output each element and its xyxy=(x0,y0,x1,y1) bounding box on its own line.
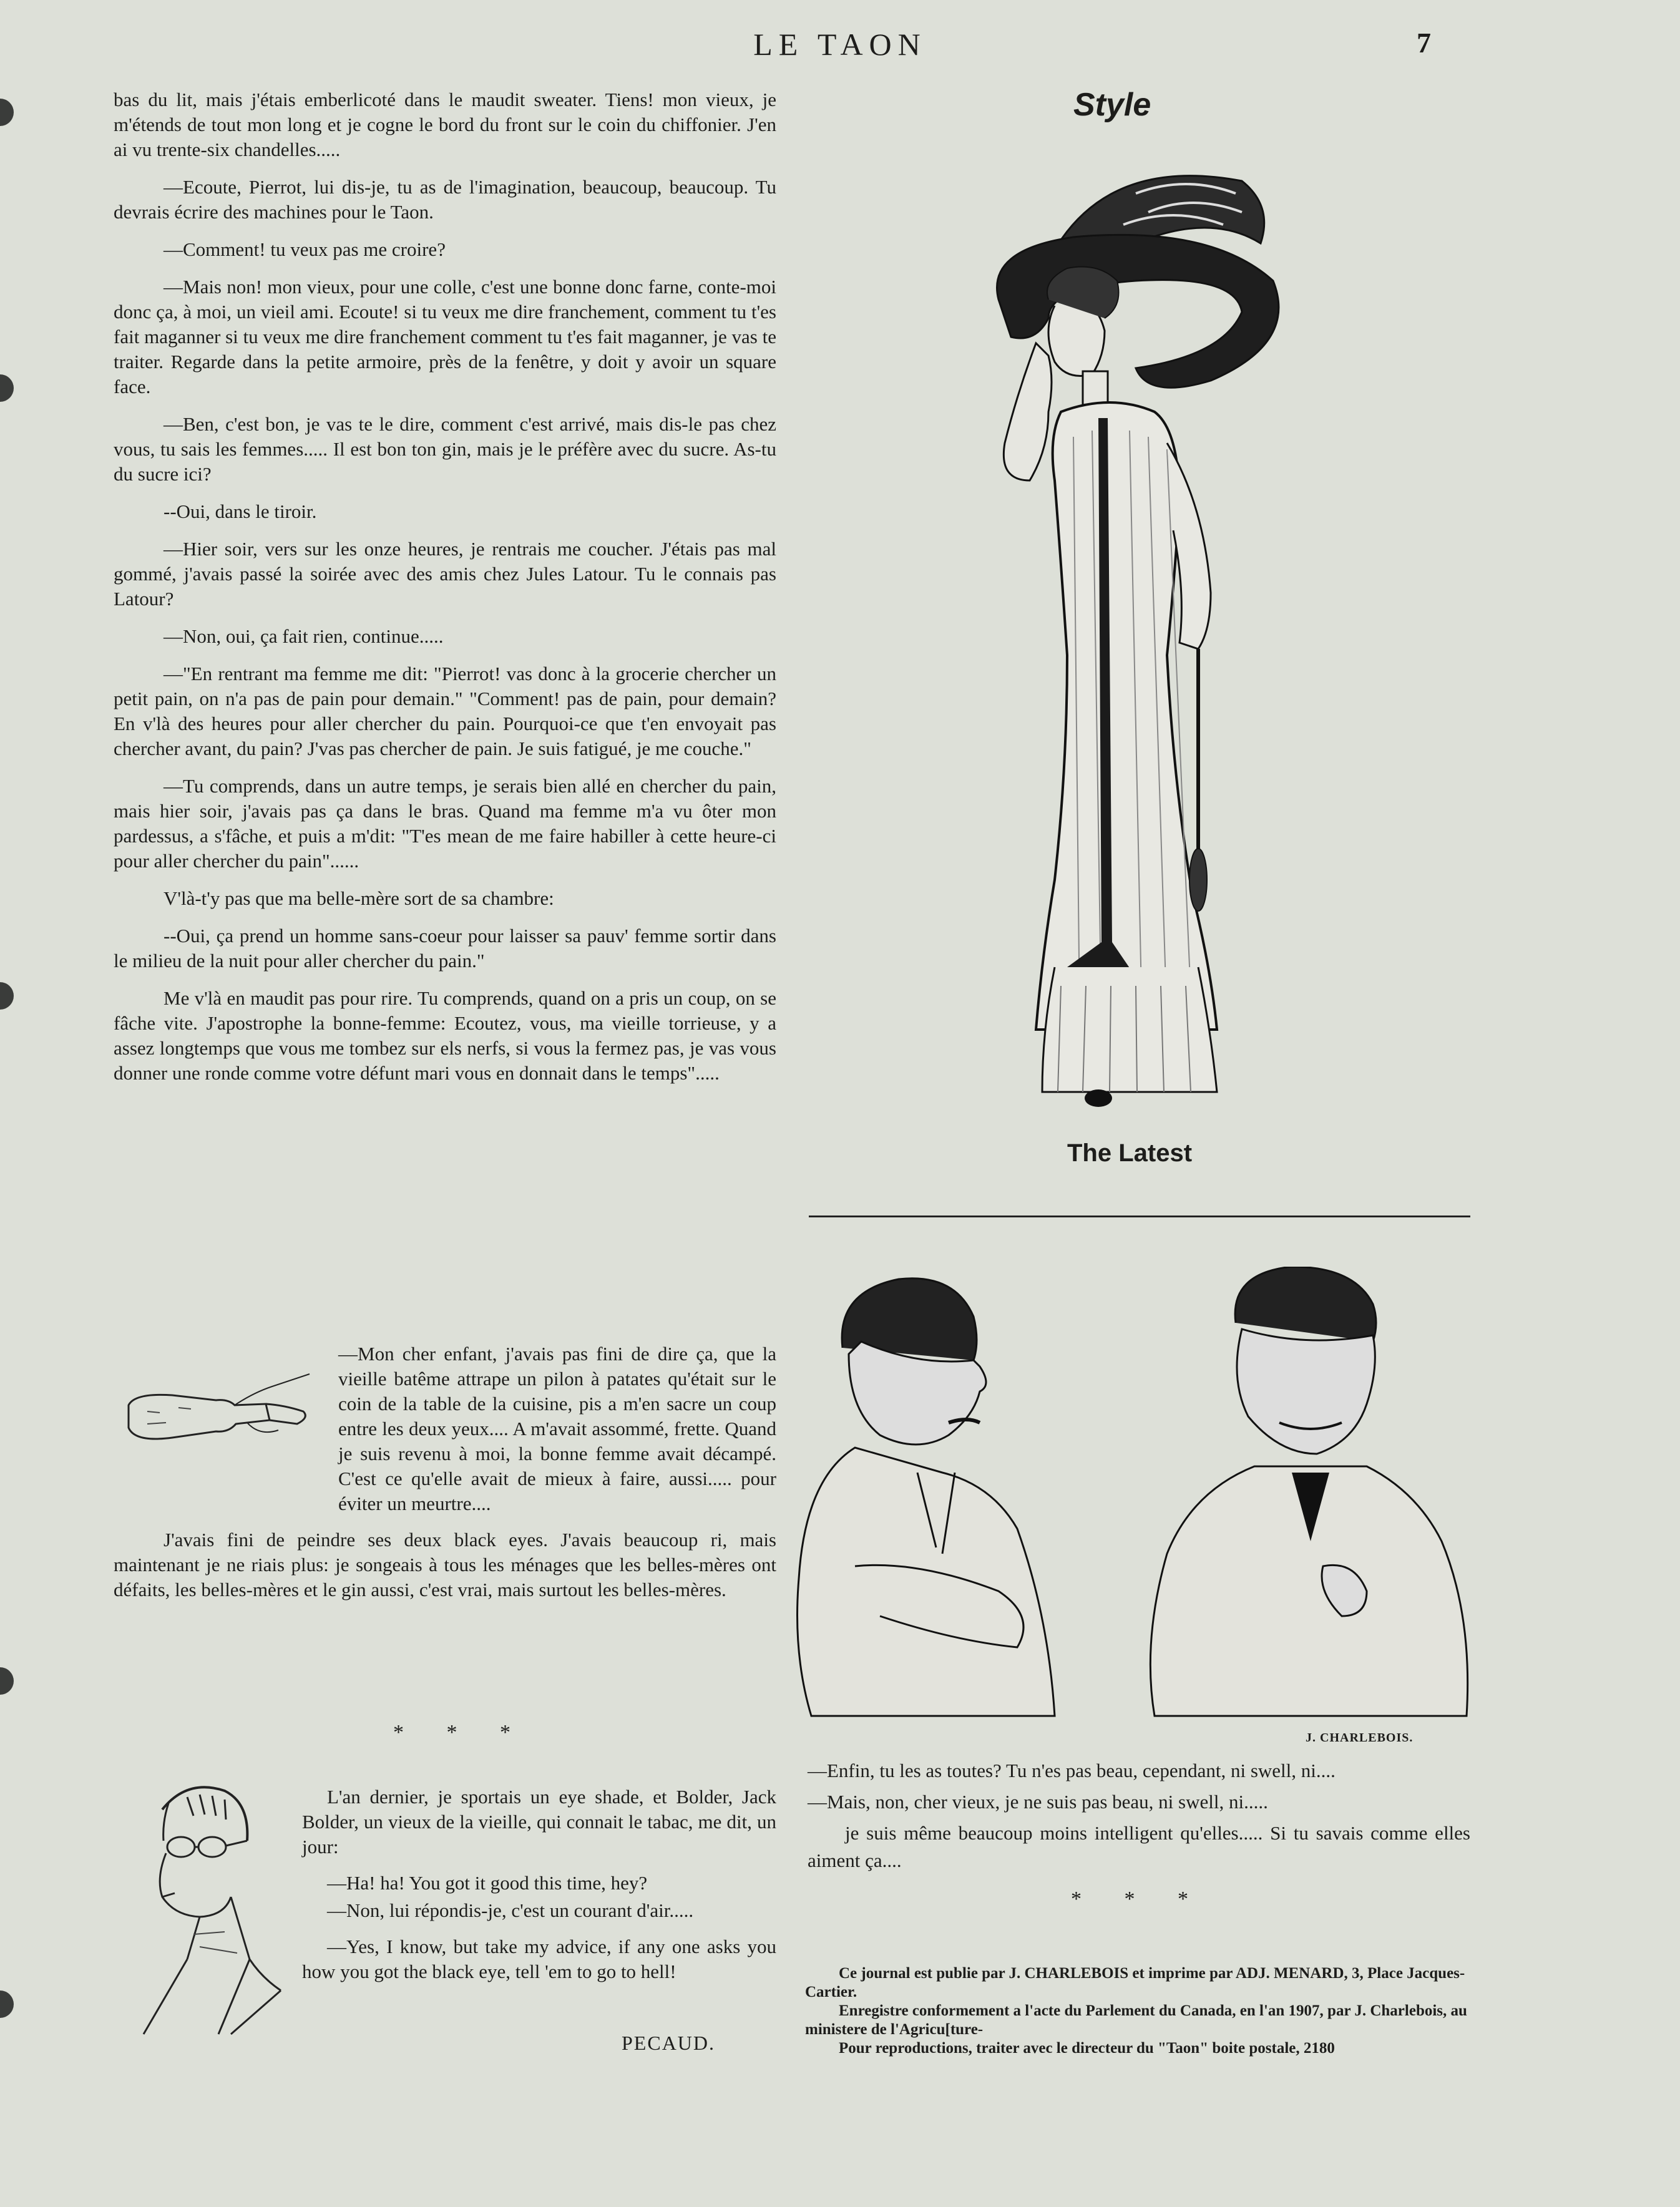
paragraph: —Hier soir, vers sur les onze heures, je rentrais me coucher. J'étais pas mal gommé, j'avais passé la soirée avec des amis chez Jules Latour. Tu le connais pas Latour? xyxy=(114,538,776,610)
colophon xyxy=(805,1964,1479,2058)
paragraph: —Mais non! mon vieux, pour une colle, c'est une bonne donc farne, conte-moi donc ça, à moi, un vieil ami. Ecoute! si tu veux me dire franchement, comment tu t'es fait maganner si tu veux me dire franchement comment tu t'es fait maganner, je vas te traiter. Regarde dans la petite armoire, près de la fenêtre, y doit y avoir un square face. xyxy=(114,276,776,397)
paragraph: —Comment! tu veux pas me croire? xyxy=(164,238,446,260)
paragraph: —Ben, c'est bon, je vas te le dire, comment c'est arrivé, mais dis-le pas chez vous, tu sais les femmes..... Il est bon ton gin, mais je le préfère avec du sucre. As-tu du sucre ici? xyxy=(114,413,776,485)
paragraph: --Oui, dans le tiroir. xyxy=(164,500,317,522)
section-divider xyxy=(809,1216,1470,1217)
anecdote-line: —Ha! ha! You got it good this time, hey? xyxy=(327,1872,648,1894)
dialogue-line: —Mais, non, cher vieux, je ne suis pas beau, ni swell, ni..... xyxy=(808,1791,1268,1813)
fashion-lady-illustration xyxy=(949,156,1323,1129)
dialogue-line: je suis même beaucoup moins intelligent qu'elles..... Si tu savais comme elles aiment ça.... xyxy=(808,1822,1470,1871)
binding-hole xyxy=(0,1667,14,1695)
paragraph: —Ecoute, Pierrot, lui dis-je, tu as de l'imagination, beaucoup, beaucoup. Tu devrais écrire des machines pour le Taon. xyxy=(114,176,776,223)
section-separator: * * * xyxy=(1071,1888,1207,1911)
colophon-line: Ce journal est publie par J. CHARLEBOIS et imprime par ADJ. MENARD, 3, Place Jacques-Cartier. xyxy=(805,1965,1465,2000)
dialogue-line: —Enfin, tu les as toutes? Tu n'es pas beau, cependant, ni swell, ni.... xyxy=(808,1760,1336,1781)
masthead-title: LE TAON xyxy=(753,27,927,62)
binding-hole xyxy=(0,1990,14,2018)
paragraph: bas du lit, mais j'étais emberlicoté dans le maudit sweater. Tiens! mon vieux, je m'étends de tout mon long et je cogne le bord du front sur le coin du chiffonier. J'en ai vu trente-six chandelles..... xyxy=(114,89,776,160)
two-men-sketch xyxy=(793,1267,1473,1722)
anecdote-line: —Non, lui répondis-je, c'est un courant d'air..... xyxy=(327,1899,694,1921)
style-heading: Style xyxy=(1073,87,1151,123)
paragraph: J'avais fini de peindre ses deux black eyes. J'avais beaucoup ri, mais maintenant je ne riais plus: je songeais à tous les ménages que les belles-mères ont défaits, les belles-mères et le gin aussi, c'est vrai, mais surtout les belles-mères. xyxy=(114,1529,776,1600)
story-column xyxy=(114,87,776,1098)
author-signature: PECAUD. xyxy=(622,2032,716,2054)
binding-hole xyxy=(0,99,14,126)
page-number: 7 xyxy=(1417,27,1431,59)
anecdote-line: L'an dernier, je sportais un eye shade, et Bolder, Jack Bolder, un vieux de la vieille, qui connait le tabac, me dit, un jour: xyxy=(302,1786,776,1858)
illustration-caption: The Latest xyxy=(1067,1139,1193,1167)
anecdote-line: —Yes, I know, but take my advice, if any one asks you how you got the black eye, tell 'em to go to hell! xyxy=(302,1936,776,1982)
binding-hole xyxy=(0,982,14,1010)
paragraph: --Oui, ça prend un homme sans-coeur pour laisser sa pauv' femme sortir dans le milieu de la nuit pour aller chercher du pain." xyxy=(114,925,776,972)
paragraph: —"En rentrant ma femme me dit: "Pierrot! vas donc à la grocerie chercher un petit pain, on n'a pas de pain pour demain." "Comment! pas de pain, pour demain? En v'là des heures pour aller chercher du pain. Pourquoi-ce que t'en envoyait pas chercher avant, du pain? J'vas pas chercher de pain. Je suis fatigué, je me couche." xyxy=(114,663,776,759)
man-with-eye-shade-sketch xyxy=(125,1772,293,2040)
paragraph-wrap xyxy=(114,1342,776,1614)
binding-hole xyxy=(0,374,14,402)
artist-signature: J. CHARLEBOIS. xyxy=(1306,1731,1414,1745)
paragraph: V'là-t'y pas que ma belle-mère sort de sa chambre: xyxy=(164,887,554,909)
anecdote xyxy=(302,1785,776,1995)
paragraph: —Tu comprends, dans un autre temps, je serais bien allé en chercher du pain, mais hier soir, j'avais pas ça dans le bras. Quand ma femme m'a vu ôter mon pardessus, a s'fâche, et puis a m'dit: "T'es mean de me faire habiller à cette heure-ci pour aller chercher du pain"...... xyxy=(114,775,776,872)
colophon-line: Pour reproductions, traiter avec le directeur du "Taon" boite postale, 2180 xyxy=(839,2040,1335,2057)
paragraph: —Non, oui, ça fait rien, continue..... xyxy=(164,625,444,647)
dialogue xyxy=(808,1757,1470,1924)
section-separator: * * * xyxy=(393,1721,529,1744)
colophon-line: Enregistre conformement a l'acte du Parlement du Canada, en l'an 1907, par J. Charlebois, au ministere de l'Agricu[ture- xyxy=(805,2002,1467,2038)
paragraph: —Mon cher enfant, j'avais pas fini de dire ça, que la vieille batême attrape un pilon à patates qu'était sur le coin de la table de la cuisine, pis a m'en sacre un coup entre les deux yeux.... A m'avait assommé, frette. Quand je suis revenu à moi, la bonne femme avait décampé. C'est ce qu'elle avait de mieux à faire, aussi..... pour éviter un meurtre.... xyxy=(338,1343,776,1514)
paragraph: Me v'là en maudit pas pour rire. Tu comprends, quand on a pris un coup, on se fâche vite. J'apostrophe la bonne-femme: Ecoutez, vous, ma vieille torrieuse, y a assez longtemps que vous me tombez sur els nerfs, si vous la fermez pas, je vas vous donner une ronde comme votre défunt mari vous en donnait dans le temps"..... xyxy=(114,987,776,1084)
